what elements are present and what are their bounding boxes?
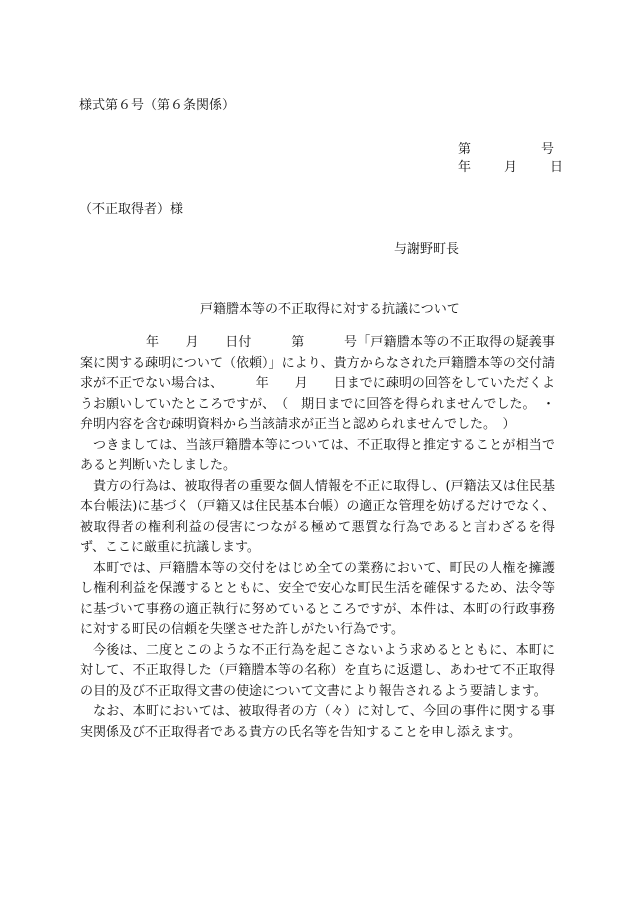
addressee: （不正取得者）様 <box>79 202 184 217</box>
document-number-line <box>458 138 554 157</box>
body-paragraph-2: つきましては、当該戸籍謄本等については、不正取得と推定することが相当であると判断いたしました。 <box>80 437 555 473</box>
number-dai: 第 <box>458 142 472 157</box>
form-label: 様式第６号（第６条関係） <box>79 98 236 113</box>
body-paragraph-1: 年 月 日付 第 号「戸籍謄本等の不正取得の疑義事案に関する疎明について（依頼）」により、貴方からなされた戸籍謄本等の交付請求が不正でない場合は、 年 月 日までに疎明の回答をしていただくようお願いしていたところですが、 （ 期日までに回答を得られませんでした。 ・ 弁明内容を含む疎明資料から当該請求が正当と認められませんでした。 ） <box>80 335 569 432</box>
body-paragraph-4: 本町では、戸籍謄本等の交付をはじめ全ての業務において、町民の人権を擁護し権利利益を保護するとともに、安全で安心な町民生活を確保するため、法令等に基づいて事務の適正執行に努めているところですが、本件は、本町の行政事務に対する町民の信頼を失墜させた許しがたい行為です。 <box>80 560 555 637</box>
body-paragraph-3: 貴方の行為は、被取得者の重要な個人情報を不正に取得し、(戸籍法又は住民基本台帳法)に基づく（戸籍又は住民基本台帳）の適正な管理を妨げるだけでなく、被取得者の権利利益の侵害につながる極めて悪質な行為であると言わざるを得ず、ここに厳重に抗議します。 <box>80 478 555 555</box>
body-paragraph-5: 今後は、二度とこのような不正行為を起こさないよう求めるとともに、本町に対して、不正取得した（戸籍謄本等の名称）を直ちに返還し、あわせて不正取得の目的及び不正取得文書の使途について文書により報告されるよう要請します。 <box>80 642 555 699</box>
date-month: 月 <box>504 160 518 175</box>
number-go: 号 <box>541 142 555 157</box>
date-year: 年 <box>458 160 472 175</box>
body-paragraph-6: なお、本町においては、被取得者の方（々）に対して、今回の事件に関する事実関係及び不正取得者である貴方の氏名等を告知することを申し添えます。 <box>80 704 555 740</box>
date-day: 日 <box>550 160 564 175</box>
sender: 与謝野町長 <box>394 242 460 257</box>
document-title: 戸籍謄本等の不正取得に対する抗議について <box>200 302 460 317</box>
document-date-line <box>458 156 563 175</box>
document-body <box>80 333 569 743</box>
